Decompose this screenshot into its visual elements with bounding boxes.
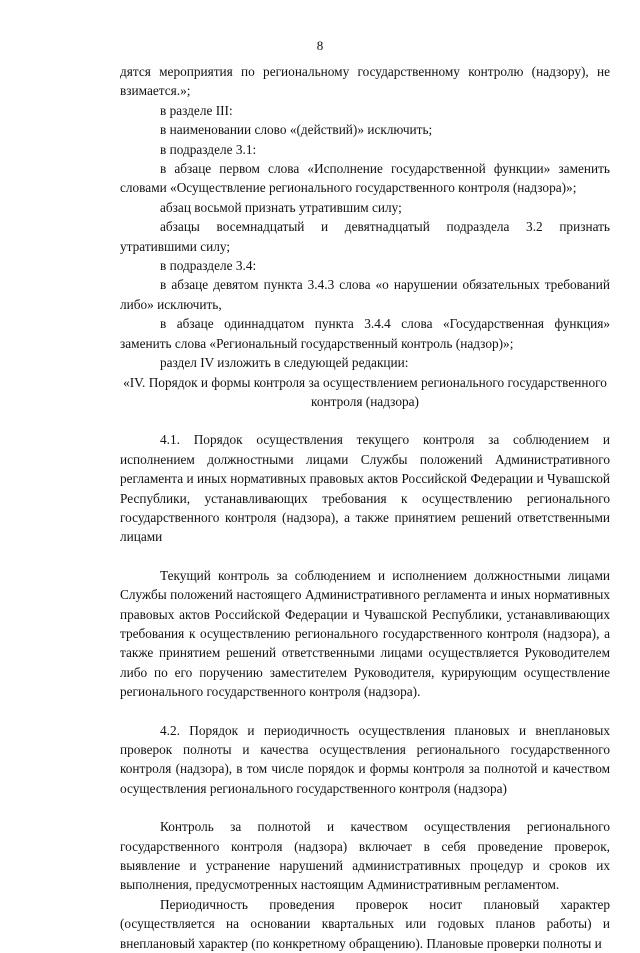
paragraph-current-control: Текущий контроль за соблюдением и исполнением должностными лицами Службы положений настоящего Административного регламента и иных нормативных правовых актов Российской Федерации и Чувашской Республики, устанавливающих требования к осуществлению регионального государственного контроля (надзора), а также принятием решений ответственными лицами осуществляется Руководителем либо по его поручению заместителем Руководителя, курирующим осуществление регионального государственного контроля (надзора). [120,567,610,700]
paragraph-3-4-3: в абзаце девятом пункта 3.4.3 слова «о нарушении обязательных требований либо» исключить, [120,277,610,312]
paragraph-periodicity: Периодичность проведения проверок носит плановый характер (осуществляется на основании квартальных или годовых планов работы) и внеплановый характер (по конкретному обращению). Плановые проверки полноты и [120,896,610,951]
document-body [120,62,610,953]
paragraph-continuation: дятся мероприятия по региональному государственному контролю (надзору), не взимается.»; [120,64,610,99]
paragraph-subsection-3-4: в подразделе 3.4: [160,258,257,274]
paragraph-title-change: в наименовании слово «(действий)» исключить; [160,122,433,138]
section-iv-heading: «IV. Порядок и формы контроля за осуществлением регионального государственного контроля (надзора) [123,374,607,409]
paragraph-section-iv-intro: раздел IV изложить в следующей редакции: [160,355,409,371]
heading-4-2: 4.2. Порядок и периодичность осуществления плановых и внеплановых проверок полноты и качества осуществления регионального государственного контроля (надзора), в том числе порядок и формы контроля за полнотой и качеством осуществления регионального государственного контроля (надзора) [120,722,610,796]
heading-4-1: 4.1. Порядок осуществления текущего контроля за соблюдением и исполнением должностными лицами Службы положений Административного регламента и иных нормативных правовых актов Российской Федерации и Чувашской Республики, устанавливающих требования к осуществлению регионального государственного контроля (надзора), а также принятием решений ответственными лицами [120,432,610,545]
page-number: 8 [316,38,324,53]
paragraph-subsection-3-1: в подразделе 3.1: [160,141,257,157]
paragraph-3-4-4: в абзаце одиннадцатом пункта 3.4.4 слова «Государственная функция» заменить слова «Региональный государственный контроль (надзор)»; [120,316,610,351]
paragraph-eighth-abzac: абзац восьмой признать утратившим силу; [160,199,402,215]
paragraph-section-iii: в разделе III: [160,102,233,118]
paragraph-abzacs-3-2: абзацы восемнадцатый и девятнадцатый подраздела 3.2 признать утратившими силу; [120,219,610,254]
paragraph-quality-control: Контроль за полнотой и качеством осуществления регионального государственного контроля (надзора) включает в себя проведение проверок, выявление и устранение нарушений административных процедур и сроков их выполнения, предусмотренных настоящим Административным регламентом. [120,819,610,893]
paragraph-first-abzac: в абзаце первом слова «Исполнение государственной функции» заменить словами «Осуществление регионального государственного контроля (надзора)»; [120,161,610,196]
